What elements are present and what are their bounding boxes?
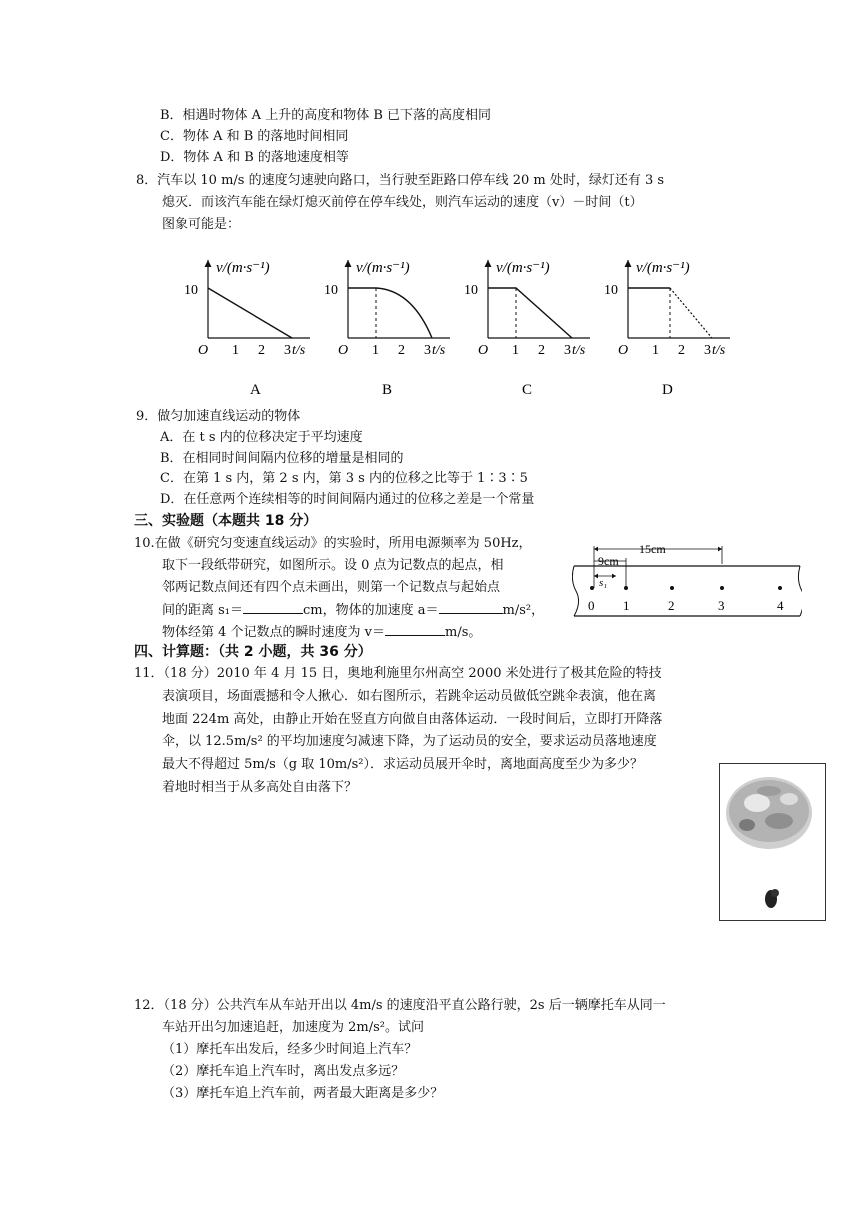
acceleration-answer-blank[interactable]: [439, 601, 503, 614]
q11-line-3: 地面 224m 高处，由静止开始在竖直方向做自由落体运动．一段时间后，立即打开降落: [162, 712, 663, 727]
q12-sub-1: （1）摩托车出发后，经多少时间追上汽车？: [162, 1042, 418, 1057]
q10-accel-prefix: cm，物体的加速度 a＝: [303, 603, 439, 618]
q10-v-unit: m/s。: [445, 625, 482, 640]
q11-line-5: 最大不得超过 5m/s（g 取 10m/s²）．求运动员展开伞时，离地面高度至少为多少？: [162, 757, 644, 772]
graph-b-curve: [348, 288, 432, 338]
graph-c: [464, 260, 590, 398]
graph-b-tick-2: 2: [398, 343, 405, 358]
graph-d-tick-1: 1: [652, 343, 659, 358]
graph-d: [604, 260, 730, 398]
tape-label-1: 1: [623, 598, 630, 613]
tape-point-3: [720, 586, 724, 590]
q10-line-5: [162, 623, 481, 642]
s1-answer-blank[interactable]: [243, 601, 303, 614]
graph-c-y0: 10: [464, 283, 478, 298]
graph-c-tick-3: 3: [564, 343, 571, 358]
graph-c-origin: O: [478, 343, 489, 358]
q12-sub-2: （2）摩托车追上汽车时，离出发点多远？: [162, 1064, 405, 1079]
vt-graphs-figure: [180, 250, 760, 400]
graph-c-label: C: [522, 382, 533, 398]
graph-a-origin: O: [198, 343, 209, 358]
graph-d-y0: 10: [604, 283, 618, 298]
q7-option-b: B．相遇时物体 A 上升的高度和物体 B 已下落的高度相同: [160, 108, 492, 123]
graph-b-xunit: t/s: [432, 343, 446, 358]
q12-line-2: 车站开出匀加速追赶，加速度为 2m/s²。试问: [162, 1020, 424, 1035]
graph-c-curve: [488, 288, 572, 338]
q11-line-1: 11．（18 分）2010 年 4 月 15 日，奥地利施里尔州高空 2000 米处进行了极其危险的特技: [134, 666, 662, 681]
tape-dim-s1: s₁: [599, 577, 608, 589]
q12-line-1: 12．（18 分）公共汽车从车站开出以 4m/s 的速度沿平直公路行驶，2s 后一辆摩托车从同一: [134, 998, 666, 1013]
graph-a-tick-3: 3: [284, 343, 291, 358]
tape-point-1: [624, 586, 628, 590]
tape-point-4: [778, 586, 782, 590]
tape-point-0: [590, 586, 594, 590]
q8-line-2: 熄灭．而该汽车能在绿灯熄灭前停在停车线处，则汽车运动的速度（v）－时间（t）: [162, 195, 643, 210]
q9-option-c: C．在第 1 s 内，第 2 s 内，第 3 s 内的位移之比等于 1∶3∶5: [160, 471, 528, 486]
graph-a-y0: 10: [184, 283, 198, 298]
q11-line-6: 着地时相当于从多高处自由落下？: [162, 780, 358, 795]
section-3-heading: 三、实验题（本题共 18 分）: [134, 513, 318, 529]
tape-dim-15cm: 15cm: [639, 542, 666, 556]
q11-line-4: 伞，以 12.5m/s² 的平均加速度匀减速下降，为了运动员的安全，要求运动员落地速度: [162, 734, 657, 749]
graph-b-y0: 10: [324, 283, 338, 298]
graph-b: [324, 260, 450, 398]
graph-a-tick-1: 1: [232, 343, 239, 358]
paper-tape-figure: [572, 540, 802, 618]
q12-sub-3: （3）摩托车追上汽车前，两者最大距离是多少？: [162, 1086, 444, 1101]
q10-v-prefix: 物体经第 4 个记数点的瞬时速度为 v＝: [162, 625, 386, 640]
tape-label-3: 3: [718, 598, 725, 613]
graph-c-xunit: t/s: [572, 343, 586, 358]
q7-option-d: D．物体 A 和 B 的落地速度相等: [160, 150, 349, 165]
q8-line-3: 图象可能是：: [162, 217, 241, 232]
graph-a-curve: [208, 288, 292, 338]
section-4-heading: 四、计算题：（共 2 小题，共 36 分）: [134, 644, 372, 660]
graph-c-tick-2: 2: [538, 343, 545, 358]
q10-line-2: 取下一段纸带研究，如图所示。设 0 点为记数点的起点，相: [162, 558, 504, 573]
graph-c-tick-1: 1: [512, 343, 519, 358]
q9-option-a: A．在 t s 内的位移决定于平均速度: [160, 430, 363, 445]
q10-line-3: 邻两记数点间还有四个点未画出，则第一个记数点与起始点: [162, 580, 501, 595]
graph-d-xunit: t/s: [712, 343, 726, 358]
q8-line-1: 8．汽车以 10 m/s 的速度匀速驶向路口，当行驶至距路口停车线 20 m 处时，绿灯还有 3 s: [136, 173, 665, 188]
graph-a-ylabel: v/(m·s⁻¹): [216, 260, 270, 276]
velocity-answer-blank[interactable]: [385, 623, 445, 636]
graph-d-curve: [670, 288, 712, 338]
q10-line-1: 10.在做《研究匀变速直线运动》的实验时，所用电源频率为 50Hz，: [134, 536, 532, 551]
graph-a-tick-2: 2: [258, 343, 265, 358]
graph-d-tick-2: 2: [678, 343, 685, 358]
graph-d-tick-3: 3: [704, 343, 711, 358]
q10-accel-unit: m/s²，: [502, 603, 545, 618]
q9-option-d: D．在任意两个连续相等的时间间隔内通过的位移之差是一个常量: [160, 492, 535, 507]
tape-point-2: [670, 586, 674, 590]
tape-label-4: 4: [777, 598, 784, 613]
graph-a: [184, 260, 310, 398]
graph-b-origin: O: [338, 343, 349, 358]
tape-label-2: 2: [668, 598, 675, 613]
tape-label-0: 0: [588, 598, 595, 613]
graph-d-origin: O: [618, 343, 629, 358]
q10-s1-prefix: 间的距离 s₁＝: [162, 603, 244, 618]
graph-b-tick-3: 3: [424, 343, 431, 358]
tape-dim-9cm: 9cm: [598, 554, 619, 568]
q7-option-c: C．物体 A 和 B 的落地时间相同: [160, 129, 349, 144]
graph-d-label: D: [662, 382, 673, 398]
q10-line-4: [162, 601, 544, 620]
graph-b-tick-1: 1: [372, 343, 379, 358]
q11-line-2: 表演项目，场面震撼和令人揪心．如右图所示，若跳伞运动员做低空跳伞表演，他在离: [162, 689, 657, 704]
graph-c-ylabel: v/(m·s⁻¹): [496, 260, 550, 276]
graph-b-label: B: [382, 382, 393, 398]
q9-stem: 9．做匀加速直线运动的物体: [136, 409, 301, 424]
graph-a-xunit: t/s: [292, 343, 306, 358]
graph-a-label: A: [250, 382, 261, 398]
graph-d-ylabel: v/(m·s⁻¹): [636, 260, 690, 276]
tape-strip: [572, 566, 802, 616]
parachute-photo: [719, 763, 826, 921]
graph-b-ylabel: v/(m·s⁻¹): [356, 260, 410, 276]
q9-option-b: B．在相同时间间隔内位移的增量是相同的: [160, 451, 404, 466]
